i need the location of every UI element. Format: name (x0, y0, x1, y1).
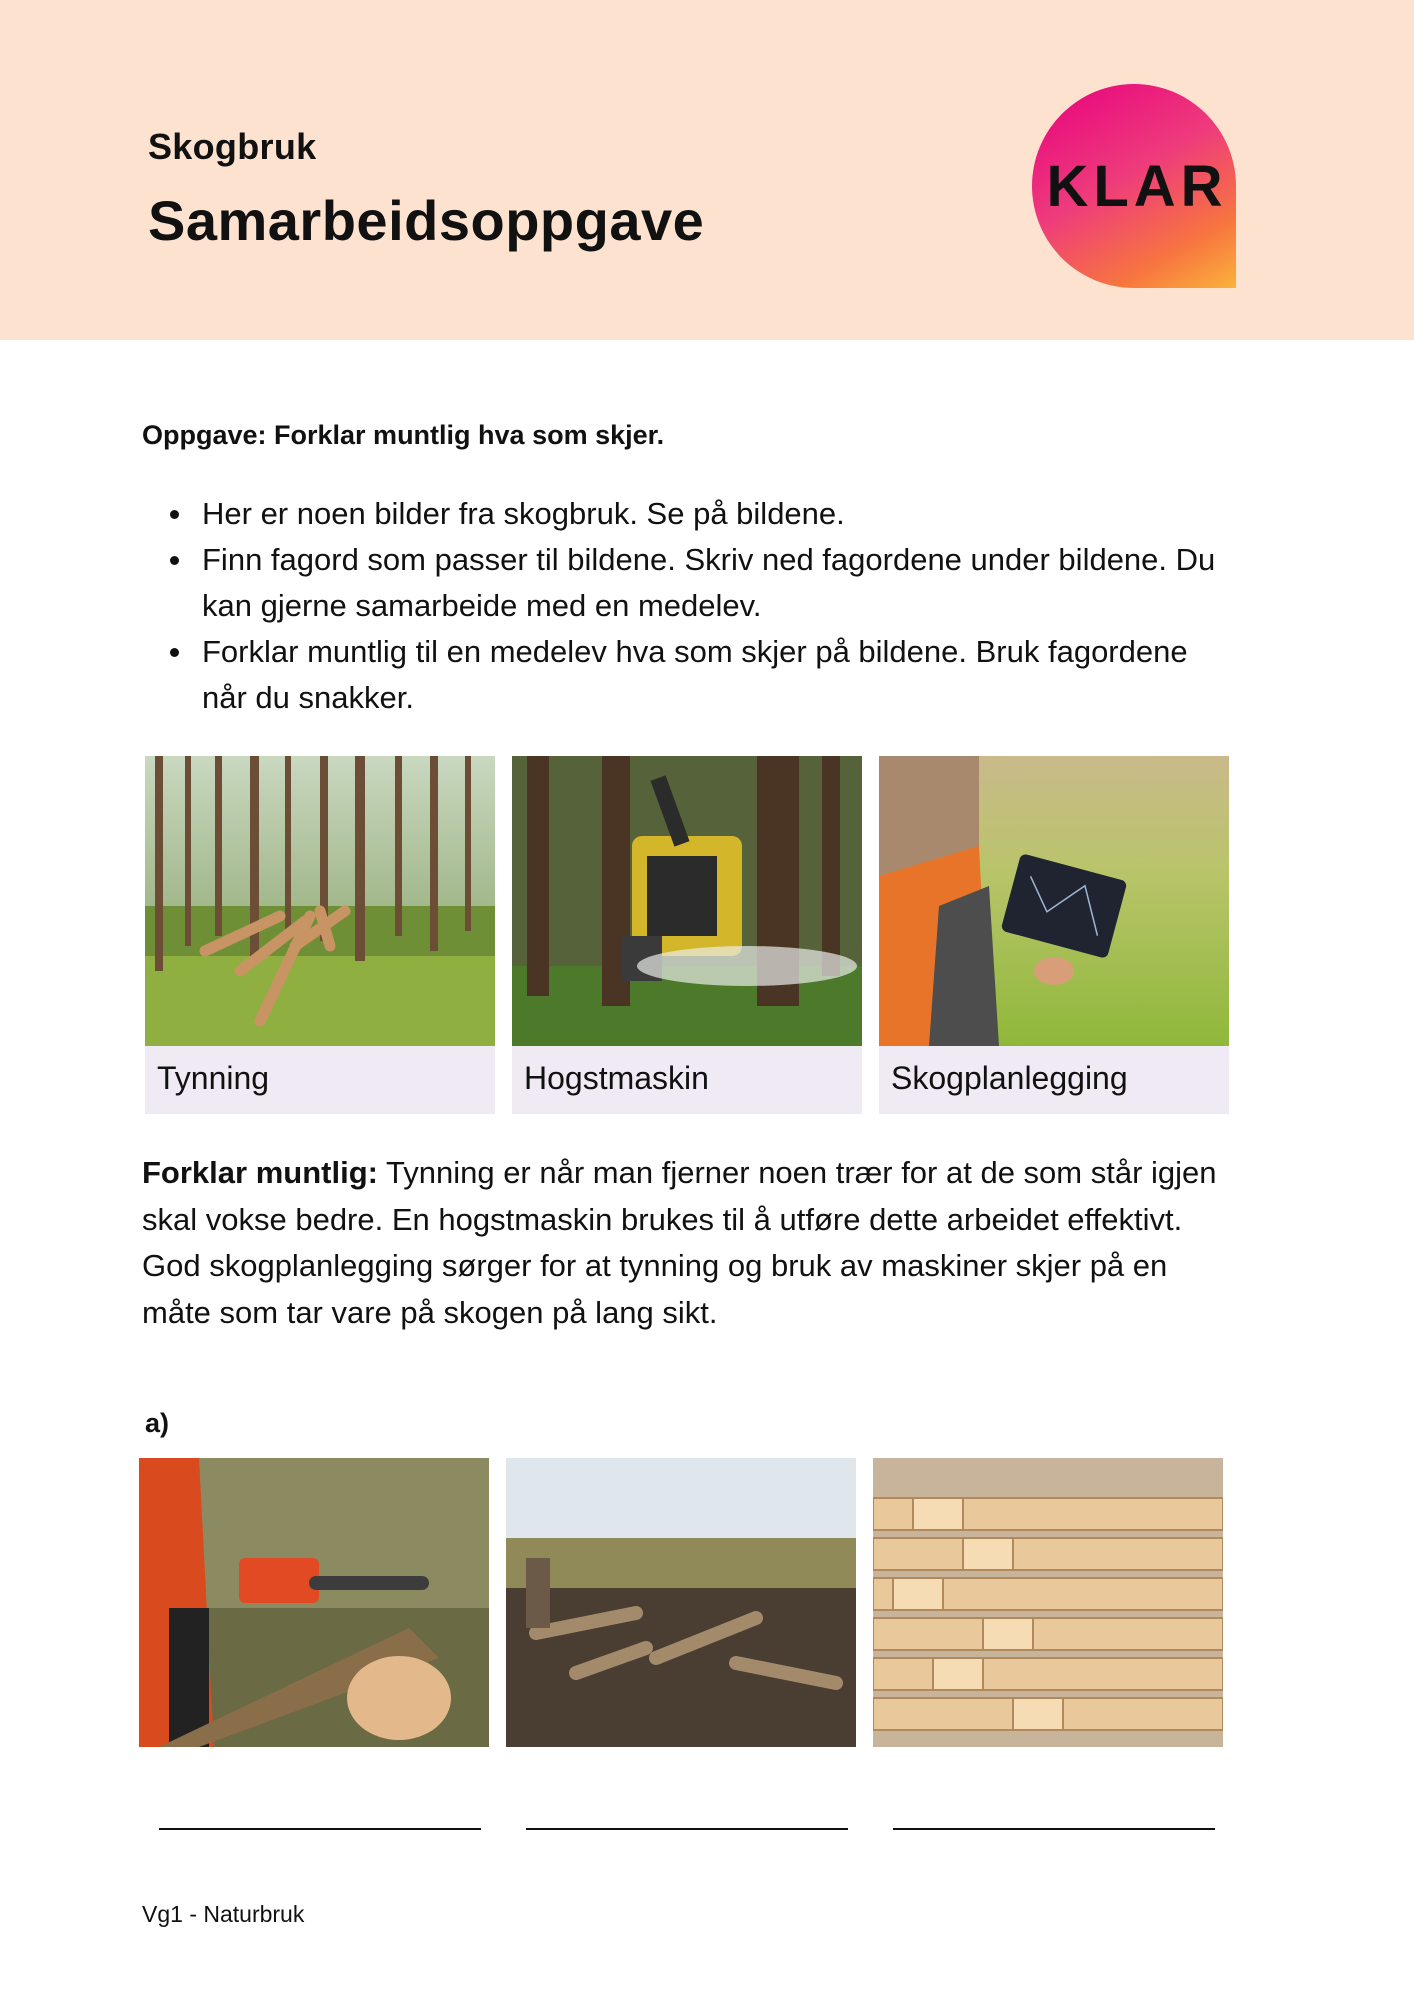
klar-logo (1032, 84, 1236, 288)
footer-text: Vg1 - Naturbruk (142, 1901, 305, 1927)
logo-text: KLAR (1046, 153, 1228, 219)
explanation-text: Tynning er når man fjerner noen trær for at de som står igjen skal vokse bedre. En hogstmaskin brukes til å utføre dette arbeidet effektivt. God skogplanlegging sørger for at tynning og bruk av maskiner skjer på en måte som tar vare på skogen på lang sikt. (142, 1155, 1217, 1330)
exercise-a-label: a) (145, 1408, 170, 1438)
explanation-paragraph (142, 1150, 1232, 1336)
lumber-stack-image (873, 1458, 1223, 1747)
answer-line[interactable] (893, 1828, 1215, 1830)
card-label: Skogplanlegging (891, 1060, 1128, 1096)
card-label: Hogstmaskin (524, 1060, 709, 1096)
card-label: Tynning (157, 1060, 270, 1096)
explanation-lead: Forklar muntlig: (142, 1155, 378, 1190)
example-card-thinning (145, 756, 495, 1114)
page-title: Samarbeidsoppgave (148, 189, 705, 252)
instruction-item: Finn fagord som passer til bildene. Skriv ned fagordene under bildene. Du kan gjerne samarbeide med en medelev. (160, 537, 1220, 629)
forest-planning-image (879, 756, 1229, 1046)
subject-label: Skogbruk (148, 126, 317, 167)
answer-line[interactable] (159, 1828, 481, 1830)
instruction-item: Her er noen bilder fra skogbruk. Se på bildene. (160, 491, 1220, 537)
instruction-item: Forklar muntlig til en medelev hva som skjer på bildene. Bruk fagordene når du snakker. (160, 629, 1220, 721)
example-card-harvester (512, 756, 862, 1114)
clearcut-image (506, 1458, 856, 1747)
instruction-list (160, 491, 1220, 721)
header-band (0, 0, 1414, 340)
example-card-planning (879, 756, 1229, 1114)
forest-thinning-image (145, 756, 495, 1046)
harvester-image (512, 756, 862, 1046)
chainsaw-image (139, 1458, 489, 1747)
answer-line[interactable] (526, 1828, 848, 1830)
task-heading: Oppgave: Forklar muntlig hva som skjer. (142, 420, 665, 450)
